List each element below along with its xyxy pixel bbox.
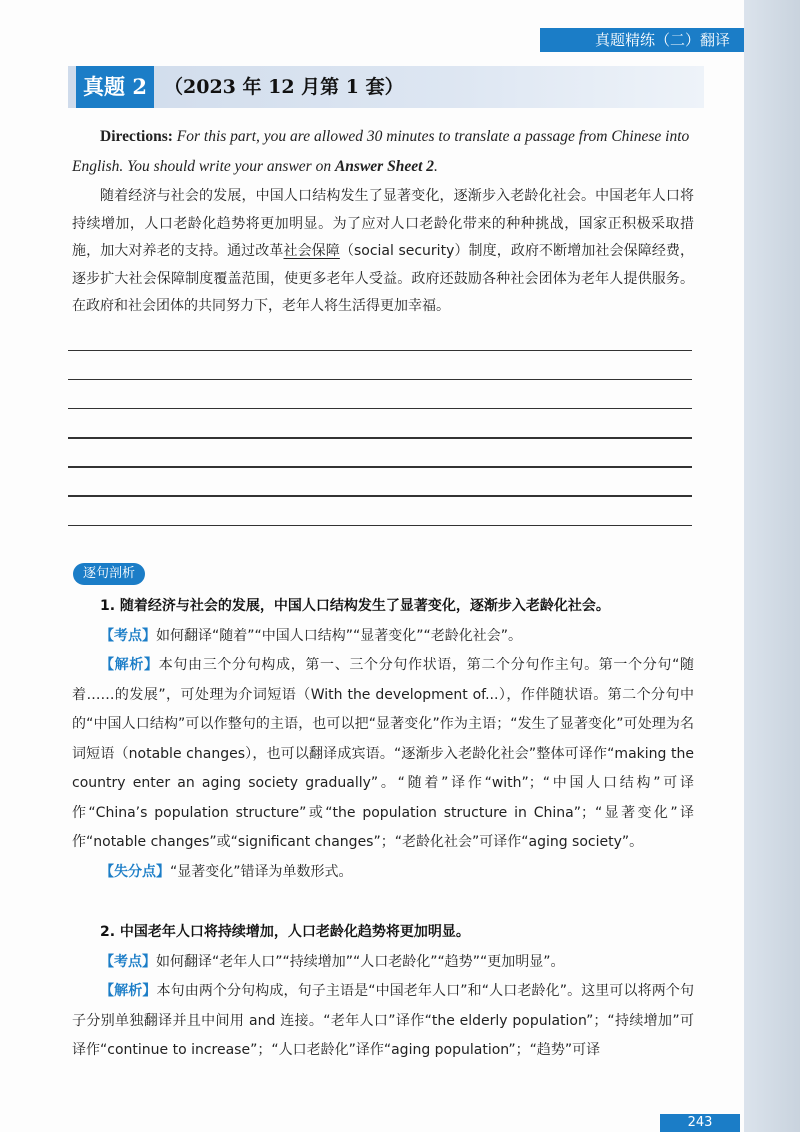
passage-term: 社会保障 (283, 243, 340, 259)
answer-line (68, 437, 692, 438)
jiexi-2 (72, 977, 694, 1066)
directions-text: For this part, you are allowed 30 minutes to translate a passage from Chinese into English. You should write your answer on (72, 128, 690, 175)
jiexi-label: 【解析】 (100, 983, 157, 999)
kaodian-text: 如何翻译“随着”“中国人口结构”“显著变化”“老龄化社会”。 (156, 627, 523, 644)
answer-sheet: Answer Sheet 2 (334, 158, 435, 175)
analysis-badge: 逐句剖析 (73, 563, 145, 585)
answer-line (68, 466, 692, 467)
analysis-item-1 (72, 592, 694, 887)
shifen-text: “显著变化”错译为单数形式。 (170, 863, 353, 880)
jiexi-1 (72, 651, 694, 858)
kaodian-1 (72, 622, 694, 652)
answer-line (68, 495, 692, 496)
jiexi-text: 本句由两个分句构成，句子主语是“中国老年人口”和“人口老龄化”。这里可以将两个句子分别单独翻译并且中间用 and 连接。“老年人口”译作“the elderly population”；“持续增加”可译作“continue to increase”；“人口老龄化”译作“aging population”；“趋势”可译 (72, 983, 694, 1058)
answer-line (68, 525, 692, 526)
shifen-1 (72, 858, 694, 888)
answer-line (68, 379, 692, 380)
sentence-2: 2. 中国老年人口将持续增加，人口老龄化趋势将更加明显。 (100, 924, 470, 940)
shifen-label: 【失分点】 (100, 863, 170, 880)
analysis-item-2 (72, 918, 694, 1066)
jiexi-text: 本句由三个分句构成，第一、三个分句作状语，第二个分句作主句。第一个分句“随着……的发展”，可处理为介词短语（With the development of...），作伴随状语。第二个分句中的“中国人口结构”可以作整句的主语，也可以把“显著变化”作为主语；“发生了显著变化”可处理为名词短语（notable changes），也可以翻译成宾语。“逐渐步入老龄化社会”整体可译作“making the country enter an aging society gradually”。“随着”译作“with”；“中国人口结构”可译作“China’s population structure”或“the population structure in China”；“显著变化”译作“notable changes”或“significant changes”；“老龄化社会”可译作“aging society”。 (72, 657, 694, 850)
title-bar (68, 66, 704, 108)
answer-line (68, 408, 692, 409)
page-edge (744, 0, 800, 1132)
page-number: 243 (660, 1114, 740, 1132)
jiexi-label: 【解析】 (100, 657, 159, 673)
directions-lead: Directions: (100, 128, 173, 145)
sentence-1: 1. 随着经济与社会的发展，中国人口结构发生了显著变化，逐渐步入老龄化社会。 (100, 598, 610, 614)
kaodian-label: 【考点】 (100, 627, 156, 644)
passage-part-2: （social security）制度，政府不断增加社会保障经费，逐步扩大社会保障制度覆盖范围，使更多老年人受益。政府还鼓励各种社会团体为老年人提供服务。在政府和社会团体的共同努力下，老年人将生活得更加幸福。 (72, 243, 695, 314)
passage-part-1: 随着经济与社会的发展，中国人口结构发生了显著变化，逐渐步入老龄化社会。中国老年人口将持续增加，人口老龄化趋势将更加明显。为了应对人口老龄化带来的种种挑战，国家正积极采取措施，加大对养老的支持。通过改革 (72, 188, 694, 259)
section-header: 真题精练（二）翻译 (540, 28, 744, 52)
answer-lines (68, 350, 692, 554)
answer-line (68, 350, 692, 351)
kaodian-text: 如何翻译“老年人口”“持续增加”“人口老龄化”“趋势”“更加明显”。 (156, 953, 565, 970)
kaodian-2 (72, 948, 694, 978)
directions (72, 122, 692, 182)
kaodian-label: 【考点】 (100, 953, 156, 970)
exam-tag: 真题 2 (76, 66, 154, 108)
exam-subtitle: （2023 年 12 月第 1 套） (164, 76, 404, 98)
directions-end: . (434, 158, 438, 175)
passage (72, 183, 694, 321)
